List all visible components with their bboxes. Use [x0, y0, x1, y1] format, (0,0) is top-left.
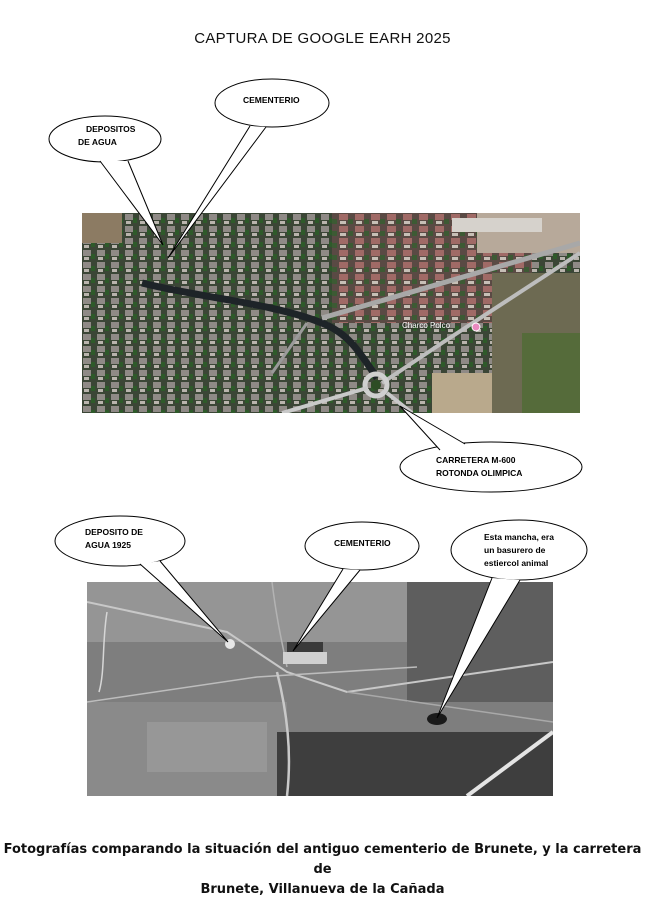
caption-line-1: Fotografías comparando la situación del antiguo cementerio de Brunete, y la carretera de — [3, 842, 642, 877]
callout-label-cementerio-top: CEMENTERIO — [243, 95, 300, 105]
page-title: CAPTURA DE GOOGLE EARH 2025 — [194, 30, 451, 47]
callout-pointer-mancha — [437, 578, 520, 718]
callout-label-depositos: DEPOSITOS DE AGUA — [78, 124, 136, 147]
callout-pointer-deposito-1925 — [140, 561, 228, 642]
callout-pointer-cementerio-top — [168, 126, 266, 258]
callout-pointer-cementerio-bottom — [293, 569, 360, 651]
figure-caption — [0, 840, 645, 900]
callout-label-cementerio-bottom: CEMENTERIO — [334, 538, 391, 548]
callout-pointer-carretera — [400, 406, 465, 450]
caption-line-2: Brunete, Villanueva de la Cañada — [200, 882, 445, 897]
callout-label-mancha: Esta mancha, era un basurero de estiercol animal — [484, 532, 554, 568]
callout-label-deposito-1925: DEPOSITO DE AGUA 1925 — [85, 527, 143, 550]
callout-pointer-depositos — [100, 161, 163, 245]
map-place-label: Charco Polco — [402, 321, 451, 330]
callout-label-carretera: CARRETERA M-600 ROTONDA OLIMPICA — [436, 455, 523, 478]
